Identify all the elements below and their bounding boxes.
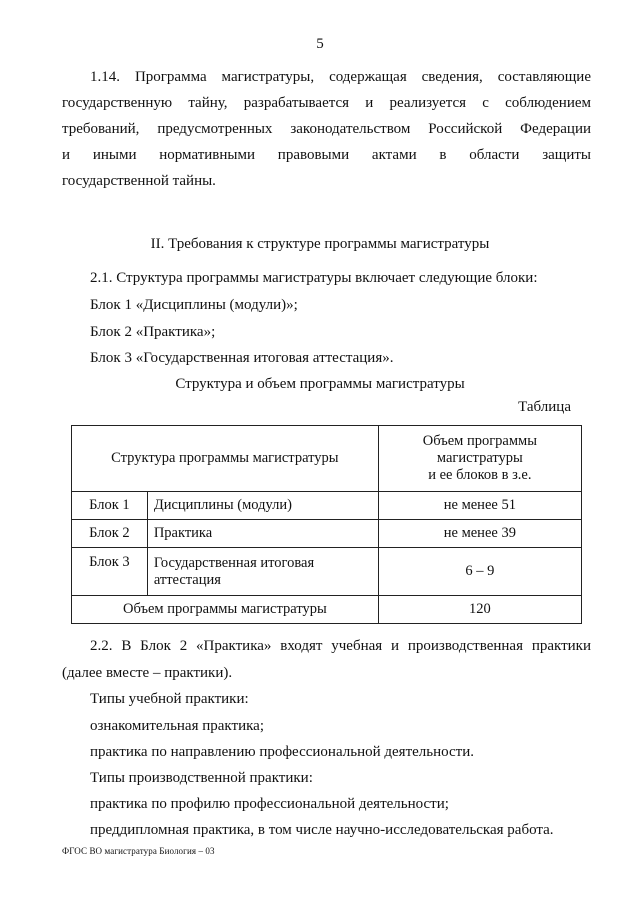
paragraph-line: 1.14. Программа магистратуры, содержащая сведения, составляющие <box>90 69 591 85</box>
table-row <box>72 492 582 520</box>
table-row <box>72 520 582 548</box>
total-value: 120 <box>378 596 581 624</box>
practice-list-item: Типы учебной практики: <box>90 691 249 707</box>
block-list-item: Блок 3 «Государственная итоговая аттестация». <box>90 350 394 366</box>
structure-table <box>71 425 582 624</box>
header-volume-line: и ее блоков в з.е. <box>428 467 532 483</box>
block-list-item: Блок 2 «Практика»; <box>90 324 216 340</box>
row-block: Блок 2 <box>72 520 148 548</box>
row-name: Дисциплины (модули) <box>147 492 378 520</box>
header-volume-line: магистратуры <box>436 450 523 466</box>
paragraph-line: 2.2. В Блок 2 «Практика» входят учебная и производственная практики <box>90 638 591 654</box>
paragraph-line: и иными нормативными правовыми актами в области защиты <box>62 147 591 163</box>
table-caption: Структура и объем программы магистратуры <box>175 376 465 392</box>
header-volume <box>378 426 581 492</box>
practice-list-item: Типы производственной практики: <box>90 770 313 786</box>
page-number: 5 <box>316 36 324 52</box>
practice-list-item: ознакомительная практика; <box>90 718 264 734</box>
row-block: Блок 3 <box>72 548 148 596</box>
paragraph-line: требований, предусмотренных законодательством Российской Федерации <box>62 121 591 137</box>
section-title: II. Требования к структуре программы магистратуры <box>150 236 490 252</box>
table-label: Таблица <box>518 399 571 415</box>
row-block: Блок 1 <box>72 492 148 520</box>
header-volume-line: Объем программы <box>422 433 537 449</box>
table-row <box>72 548 582 596</box>
footer-note: ФГОС ВО магистратура Биология – 03 <box>62 846 215 856</box>
paragraph-line: (далее вместе – практики). <box>62 665 233 681</box>
practice-list-item: практика по направлению профессиональной деятельности. <box>90 744 475 760</box>
row-volume: не менее 51 <box>378 492 581 520</box>
row-name: Практика <box>147 520 378 548</box>
block-list-item: Блок 1 «Дисциплины (модули)»; <box>90 297 298 313</box>
row-volume: не менее 39 <box>378 520 581 548</box>
paragraph-line: государственную тайну, разрабатывается и реализуется с соблюдением <box>62 95 591 111</box>
table-total-row <box>72 596 582 624</box>
practice-list-item: практика по профилю профессиональной деятельности; <box>90 796 449 812</box>
table-header-row <box>72 426 582 492</box>
section-2-1-intro: 2.1. Структура программы магистратуры включает следующие блоки: <box>90 270 538 286</box>
section-2-2 <box>62 633 591 687</box>
header-structure: Структура программы магистратуры <box>72 426 379 492</box>
row-volume: 6 – 9 <box>378 548 581 596</box>
row-name: Государственная итоговая аттестация <box>147 548 378 596</box>
paragraph-line: государственной тайны. <box>62 173 216 189</box>
section-1-14 <box>62 64 591 194</box>
total-label: Объем программы магистратуры <box>72 596 379 624</box>
practice-list-item: преддипломная практика, в том числе научно-исследовательская работа. <box>90 822 554 838</box>
